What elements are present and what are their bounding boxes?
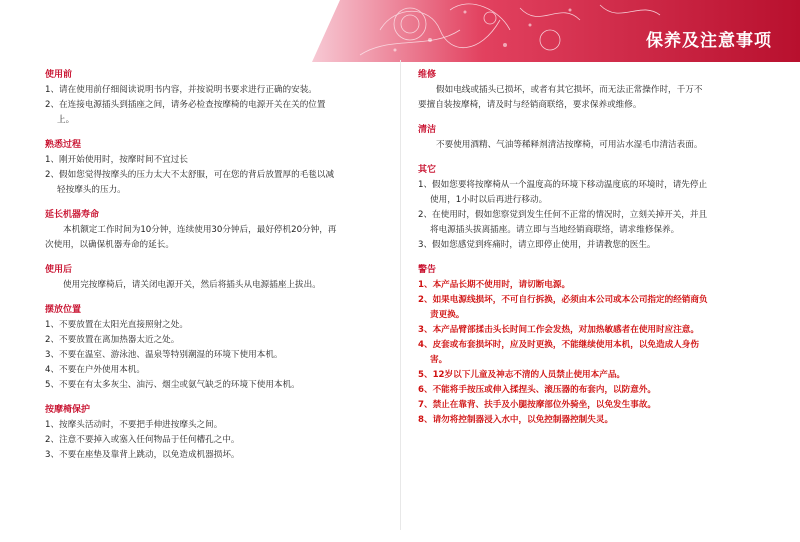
section-title: 警告 <box>418 265 437 275</box>
paragraph: 次使用，以确保机器寿命的延长。 <box>45 240 174 250</box>
section-familiarize <box>45 138 385 198</box>
warning-item: 责更换。 <box>430 310 465 320</box>
section-title: 按摩椅保护 <box>45 405 91 415</box>
section-other <box>418 163 760 253</box>
warning-item: 8、请勿将控制器浸入水中，以免控制器控制失灵。 <box>418 415 614 425</box>
list-item: 2、在连接电源插头到插座之间，请务必检查按摩椅的电源开关在关的位置 <box>45 100 326 110</box>
warning-item: 5、12岁以下儿童及神志不清的人员禁止使用本产品。 <box>418 370 626 380</box>
section-title: 维修 <box>418 70 437 80</box>
list-item: 2、不要放置在离加热器太近之处。 <box>45 335 180 345</box>
section-title: 使用后 <box>45 265 73 275</box>
section-repair <box>418 68 760 113</box>
paragraph: 要擅自装按摩椅，请及时与经销商联络，要求保养或维修。 <box>418 100 642 110</box>
list-item: 1、刚开始使用时，按摩时间不宜过长 <box>45 155 188 165</box>
section-title: 延长机器寿命 <box>45 210 100 220</box>
column-divider <box>400 60 401 530</box>
list-item: 4、不要在户外使用本机。 <box>45 365 145 375</box>
list-item: 2、在使用时，假如您察觉到发生任何不正常的情况时，立刻关掉开关，并且 <box>418 210 708 220</box>
list-item: 将电源插头拔离插座。请立即与当地经销商联络，请求维修保养。 <box>430 225 680 235</box>
page-title: 保养及注意事项 <box>646 31 772 51</box>
warning-item: 4、皮套或布套损坏时，应及时更换，不能继续使用本机，以免造成人身伤 <box>418 340 699 350</box>
section-chair-protection <box>45 403 385 463</box>
left-column <box>45 68 385 463</box>
list-item: 使用，1小时以后再进行移动。 <box>430 195 548 205</box>
paragraph: 不要使用酒精、气油等稀释剂清洁按摩椅，可用沾水湿毛巾清洁表面。 <box>436 140 703 150</box>
paragraph: 使用完按摩椅后，请关闭电源开关，然后将插头从电源插座上拔出。 <box>63 280 321 290</box>
section-placement <box>45 303 385 393</box>
section-title: 使用前 <box>45 70 73 80</box>
list-item: 3、假如您感觉到疼痛时，请立即停止使用，并请教您的医生。 <box>418 240 656 250</box>
section-title: 摆放位置 <box>45 305 82 315</box>
section-title: 其它 <box>418 165 437 175</box>
paragraph: 假如电线或插头已损坏，或者有其它损坏，而无法正常操作时，千万不 <box>436 85 703 95</box>
list-item: 5、不要在有太多灰尘、油污、烟尘或氨气缺乏的环境下使用本机。 <box>45 380 300 390</box>
warning-item: 害。 <box>430 355 448 365</box>
section-cleaning <box>418 123 760 153</box>
warning-item: 6、不能将手按压或伸入揉捏头、滚压器的布套内，以防意外。 <box>418 385 657 395</box>
section-title: 清洁 <box>418 125 437 135</box>
warning-item: 3、本产品臂部揉击头长时间工作会发热，对加热敏感者在使用时应注意。 <box>418 325 699 335</box>
section-after-use <box>45 263 385 293</box>
list-item: 1、请在使用前仔细阅读说明书内容，并按说明书要求进行正确的安装。 <box>45 85 317 95</box>
warning-item: 1、本产品长期不使用时，请切断电源。 <box>418 280 571 290</box>
list-item: 2、假如您觉得按摩头的压力太大不太舒服，可在您的背后放置厚的毛毯以减 <box>45 170 335 180</box>
section-warning <box>418 263 760 428</box>
list-item: 上。 <box>57 115 75 125</box>
section-title: 熟悉过程 <box>45 140 82 150</box>
list-item: 3、不要在座垫及靠背上跳动，以免造成机器损坏。 <box>45 450 240 460</box>
list-item: 1、假如您要将按摩椅从一个温度高的环境下移动温度底的环境时，请先停止 <box>418 180 708 190</box>
section-before-use <box>45 68 385 128</box>
warning-item: 7、禁止在靠背、扶手及小腿按摩部位外骑坐，以免发生事故。 <box>418 400 657 410</box>
list-item: 轻按摩头的压力。 <box>57 185 126 195</box>
list-item: 3、不要在温室、游泳池、温泉等特别潮湿的环境下使用本机。 <box>45 350 283 360</box>
list-item: 2、注意不要掉入或塞入任何物品于任何槽孔之中。 <box>45 435 240 445</box>
list-item: 1、按摩头活动时，不要把手伸进按摩头之间。 <box>45 420 223 430</box>
paragraph: 本机额定工作时间为10分钟，连续使用30分钟后，最好停机20分钟，再 <box>63 225 337 235</box>
list-item: 1、不要放置在太阳光直接照射之处。 <box>45 320 188 330</box>
section-extend-life <box>45 208 385 253</box>
warning-item: 2、如果电源线损坏，不可自行拆换，必须由本公司或本公司指定的经销商负 <box>418 295 708 305</box>
header-banner <box>300 0 800 62</box>
right-column <box>418 68 760 428</box>
